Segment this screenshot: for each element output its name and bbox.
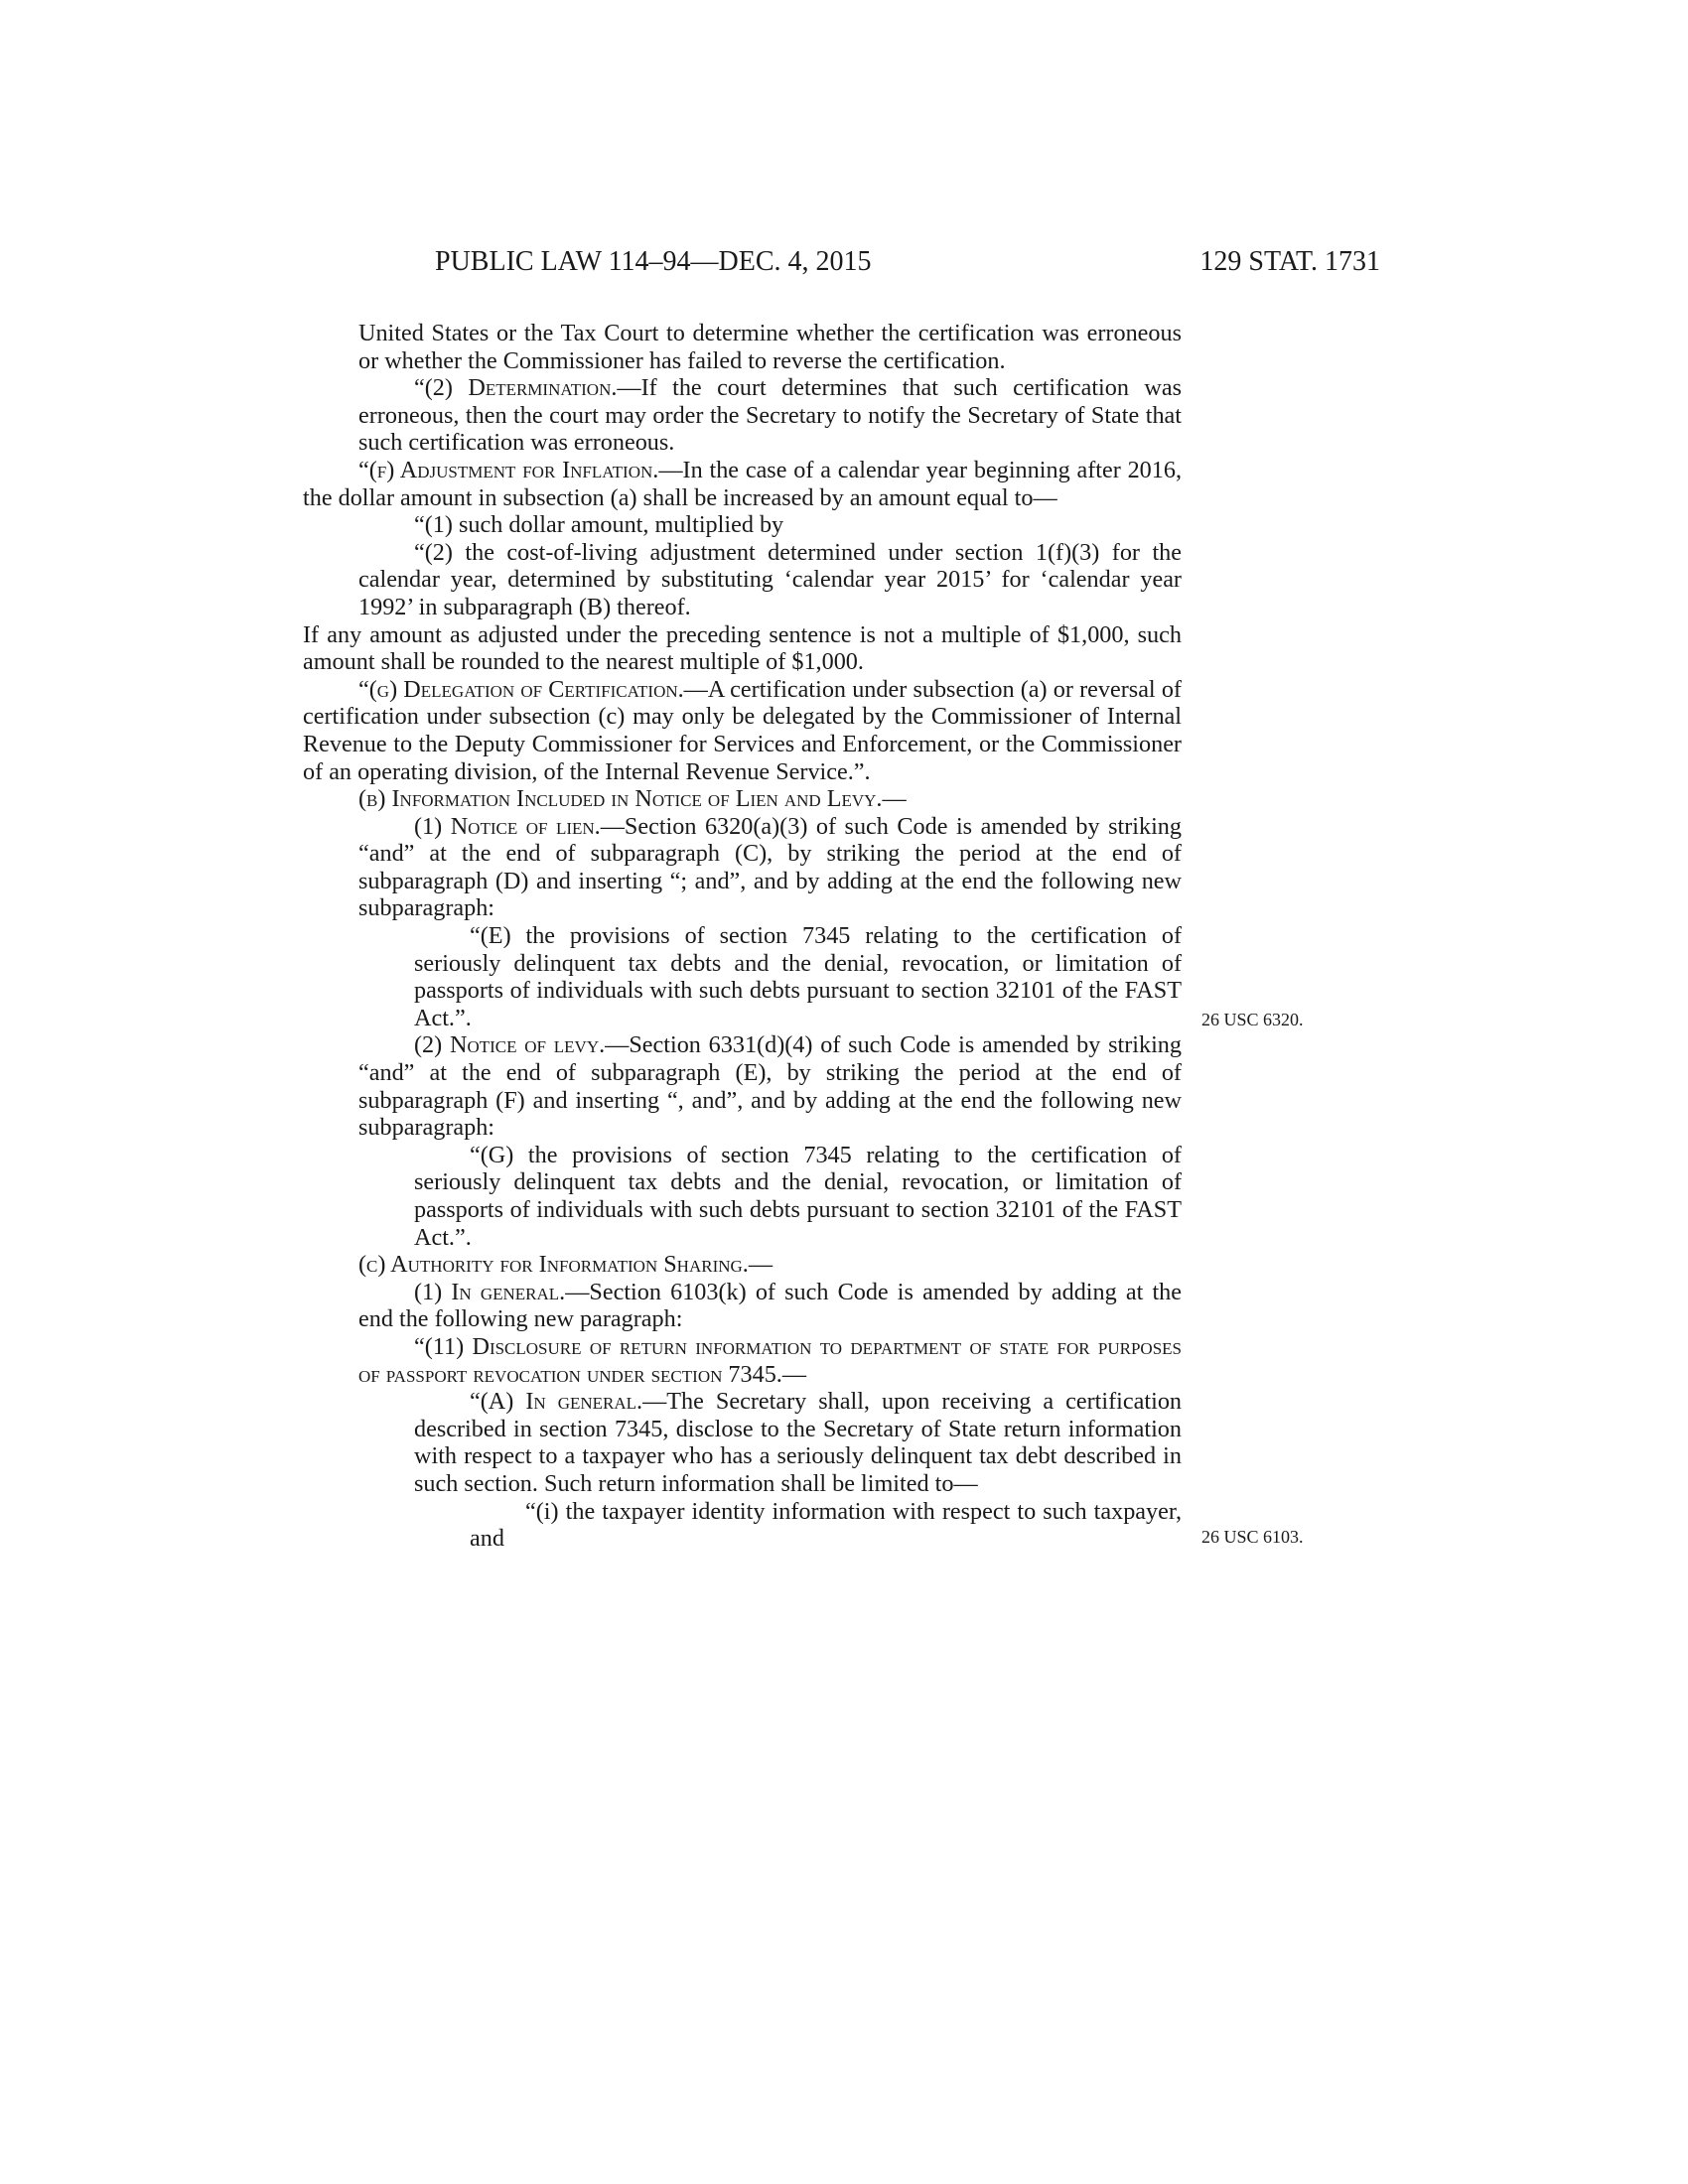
- paragraph-heading: (c) Authority for Information Sharing.: [358, 1251, 749, 1279]
- paragraph-text: —The Secretary shall, upon receiving a certification described in section 7345, disclose to the Secretary of State return information with respect to a taxpayer who has a seriously delinquent tax debt described in such section. Such return information shall be limited to—: [414, 1388, 1183, 1497]
- paragraph-heading: (1) In general.: [414, 1278, 566, 1305]
- paragraph-heading: “(2) Determination.: [414, 374, 618, 402]
- paragraph-heading: (1) Notice of lien.: [414, 812, 601, 840]
- paragraph: [303, 1333, 1182, 1388]
- document-body: [303, 320, 1182, 1553]
- paragraph-heading: “(g) Delegation of Certification.: [358, 675, 684, 703]
- paragraph-text: —Section 6320(a)(3) of such Code is amended by striking “and” at the end of subparagraph (C), by striking the period at the end of subparagraph (D) and inserting “; and”, and by adding at the end the following new subparagraph:: [358, 812, 1182, 922]
- paragraph-text: —: [781, 1360, 807, 1388]
- paragraph-heading: “(A) In general.: [470, 1388, 643, 1416]
- paragraph: “(1) such dollar amount, multiplied by: [414, 511, 784, 539]
- paragraph-text: —: [882, 785, 907, 813]
- margin-citation: 26 USC 6320.: [1201, 1010, 1304, 1029]
- statute-page-number: 129 STAT. 1731: [1199, 246, 1380, 277]
- paragraph-heading: “(f) Adjustment for Inflation.: [358, 456, 659, 483]
- paragraph: [303, 813, 1182, 922]
- paragraph: United States or the Tax Court to determine whether the certification was erroneous or whether the Commissioner has failed to reverse the certification.: [358, 320, 1182, 374]
- paragraph-heading: (2) Notice of levy.: [414, 1031, 606, 1059]
- paragraph-text: —In the case of a calendar year beginning after 2016, the dollar amount in subsection (a) shall be increased by an amount equal to—: [303, 456, 1183, 511]
- paragraph: [303, 1251, 1182, 1279]
- paragraph-text: —: [748, 1251, 774, 1279]
- paragraph-text: —Section 6103(k) of such Code is amended by adding at the end the following new paragraph:: [358, 1278, 1182, 1333]
- paragraph: [303, 1388, 1182, 1497]
- paragraph: [303, 785, 1182, 813]
- paragraph: [303, 1031, 1182, 1141]
- paragraph: “(2) the cost-of-living adjustment determined under section 1(f)(3) for the calendar year, determined by substituting ‘calendar year 2015’ for ‘calendar year 1992’ in subparagraph (B) thereof.: [358, 538, 1182, 620]
- paragraph: [303, 457, 1182, 511]
- paragraph: [303, 1279, 1182, 1333]
- paragraph: “(i) the taxpayer identity information with respect to such taxpayer, and: [470, 1497, 1182, 1553]
- paragraph: If any amount as adjusted under the preceding sentence is not a multiple of $1,000, such amount shall be rounded to the nearest multiple of $1,000.: [303, 620, 1182, 676]
- paragraph-heading: “(11) Disclosure of return information to department of state for purposes of passport revocation under section 7345.: [358, 1332, 1182, 1388]
- paragraph: [303, 676, 1182, 785]
- page-header: [298, 246, 1380, 286]
- paragraph-heading: (b) Information Included in Notice of Lien and Levy.: [358, 785, 883, 813]
- running-title: PUBLIC LAW 114–94—DEC. 4, 2015: [435, 246, 872, 277]
- paragraph-text: —A certification under subsection (a) or reversal of certification under subsection (c) may only be delegated by the Commissioner of Internal Revenue to the Deputy Commissioner for Services and Enforcement, or the Commissioner of an operating division, of the Internal Revenue Service.”.: [303, 675, 1182, 785]
- paragraph-text: —Section 6331(d)(4) of such Code is amended by striking “and” at the end of subparagraph (E), by striking the period at the end of subparagraph (F) and inserting “, and”, and by adding at the end the following new subparagraph:: [358, 1031, 1182, 1142]
- paragraph-text: —If the court determines that such certification was erroneous, then the court may order the Secretary to notify the Secretary of State that such certification was erroneous.: [358, 374, 1182, 457]
- paragraph: “(G) the provisions of section 7345 relating to the certification of seriously delinquent tax debts and the denial, revocation, or limitation of passports of individuals with such debts pursuant to section 32101 of the FAST Act.”.: [414, 1141, 1182, 1251]
- margin-citation: 26 USC 6103.: [1201, 1527, 1304, 1547]
- paragraph: [303, 374, 1182, 457]
- paragraph: “(E) the provisions of section 7345 relating to the certification of seriously delinquent tax debts and the denial, revocation, or limitation of passports of individuals with such debts pursuant to section 32101 of the FAST Act.”.: [414, 922, 1182, 1031]
